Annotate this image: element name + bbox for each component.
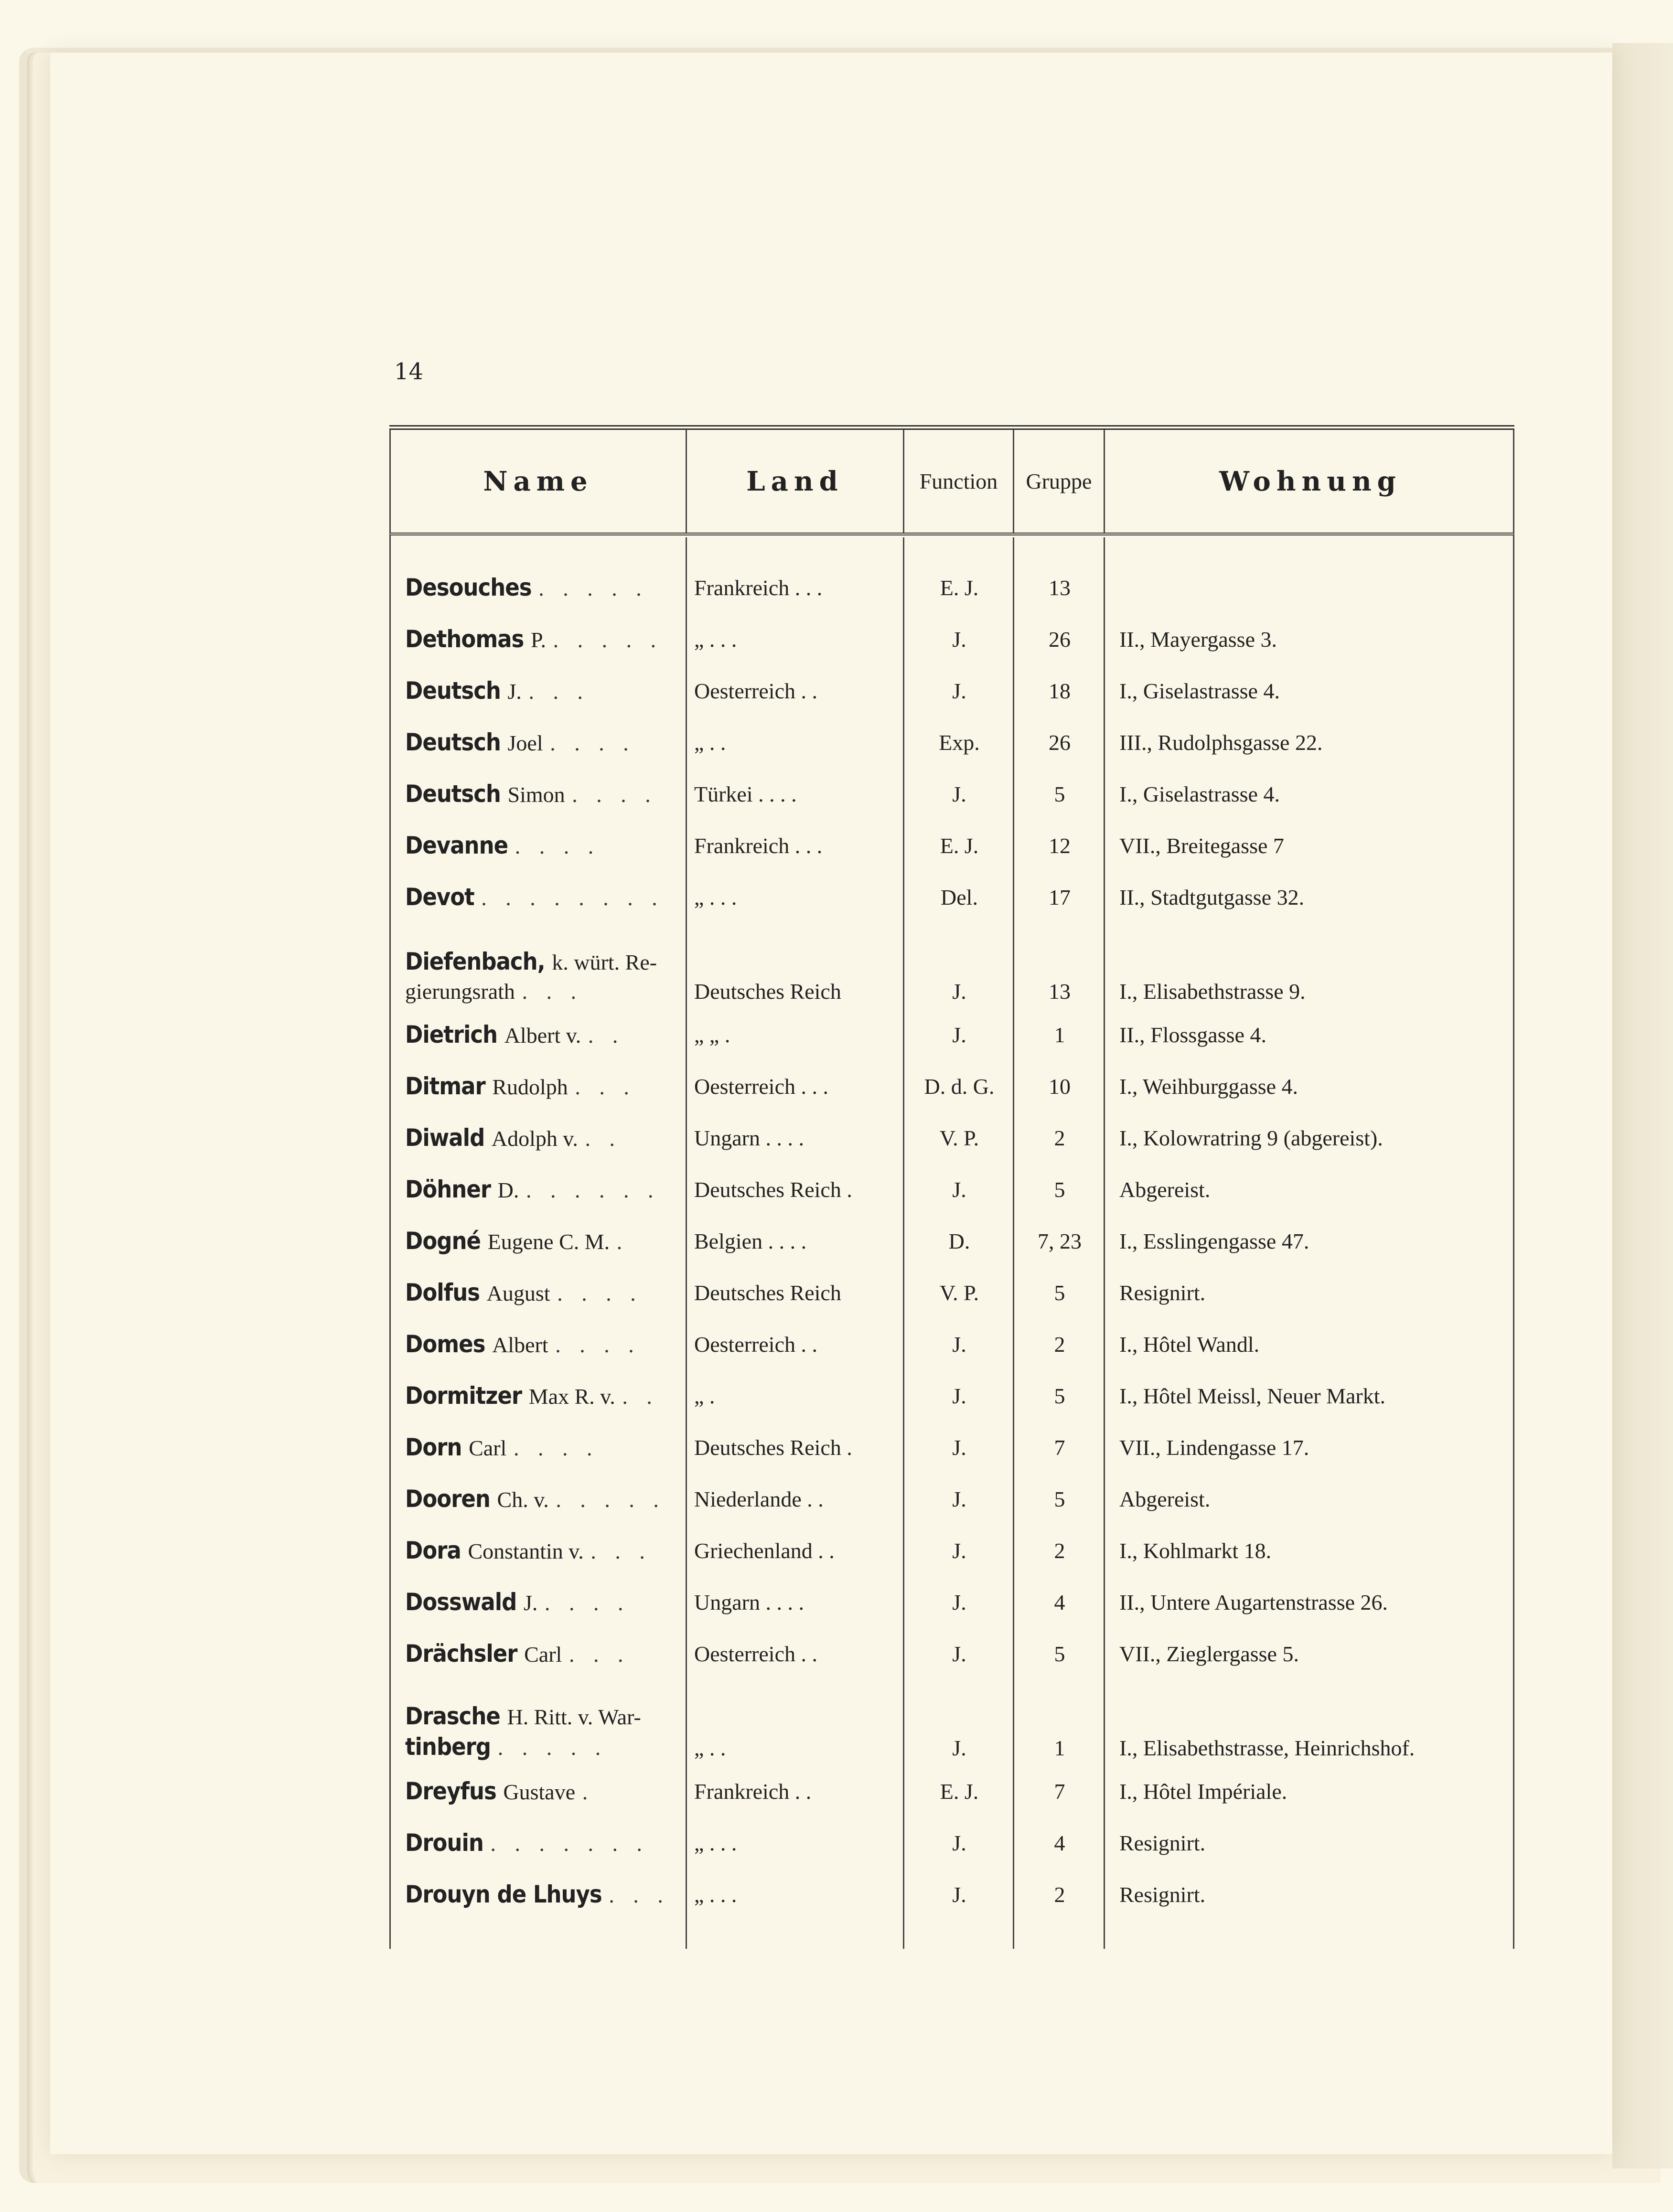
- wohnung-cell: Abgereist.: [1119, 1486, 1211, 1511]
- wohnung-cell: Abgereist.: [1119, 1177, 1211, 1202]
- function-cell: D.: [948, 1229, 970, 1253]
- table-row: [391, 1525, 1513, 1576]
- gruppe-cell: 2: [1054, 1882, 1065, 1907]
- leader-dots: . . .: [575, 1075, 636, 1099]
- table-row: [391, 1370, 1513, 1421]
- gruppe-cell: 5: [1054, 1280, 1065, 1305]
- surname: Döhner: [405, 1175, 491, 1203]
- name-cell: [391, 677, 687, 705]
- land-cell: Oesterreich . .: [694, 1641, 817, 1666]
- header-wohnung: Wohnung: [1219, 465, 1402, 497]
- wohnung-cell: Resignirt.: [1119, 1280, 1206, 1305]
- name-cell: [391, 1175, 687, 1203]
- wohnung-cell: VII., Breitegasse 7: [1119, 833, 1284, 858]
- name-cell: [391, 574, 687, 601]
- gruppe-cell: 7: [1054, 1779, 1065, 1804]
- gruppe-cell: 5: [1054, 781, 1065, 806]
- given-name: Rudolph: [492, 1075, 568, 1099]
- function-cell: J.: [952, 627, 966, 652]
- function-cell: J.: [952, 1177, 966, 1202]
- wohnung-cell: I., Weihburggasse 4.: [1119, 1074, 1298, 1099]
- leader-dots: . . .: [590, 1539, 652, 1563]
- function-cell: J.: [952, 1486, 966, 1511]
- land-cell: Deutsches Reich .: [694, 1177, 852, 1202]
- name-cell: [391, 1072, 687, 1100]
- gruppe-cell: 7: [1054, 1435, 1065, 1460]
- surname: Dethomas: [405, 625, 524, 653]
- function-cell: J.: [952, 678, 966, 703]
- gruppe-cell: 5: [1054, 1177, 1065, 1202]
- name-cell: [391, 1777, 687, 1805]
- wohnung-cell: VII., Zieglergasse 5.: [1119, 1641, 1299, 1666]
- surname: Dooren: [405, 1485, 490, 1513]
- surname: Devot: [405, 883, 474, 911]
- header-land: Land: [687, 430, 904, 533]
- name-cell: [391, 883, 687, 911]
- surname: Ditmar: [405, 1072, 485, 1100]
- name-cell: [391, 1588, 687, 1616]
- surname: Dora: [405, 1537, 461, 1564]
- name-cell: [391, 780, 687, 808]
- gruppe-cell: 1: [1054, 1736, 1065, 1760]
- leader-dots: . . . . . .: [526, 1178, 660, 1202]
- land-cell: „ . . .: [694, 1882, 737, 1907]
- table-row: [391, 871, 1513, 923]
- function-cell: Del.: [941, 885, 978, 909]
- leader-dots: . . . . .: [553, 628, 663, 652]
- gruppe-cell: 1: [1054, 1022, 1065, 1047]
- wohnung-cell: I., Elisabethstrasse, Heinrichshof.: [1119, 1736, 1415, 1760]
- member-table: [389, 425, 1514, 1949]
- given-name: P.: [530, 628, 546, 652]
- leader-dots: . . . . .: [556, 1487, 665, 1512]
- table-row: [391, 820, 1513, 871]
- function-cell: E. J.: [940, 575, 979, 600]
- column-divider: [686, 537, 687, 1949]
- gruppe-cell: 13: [1049, 575, 1071, 600]
- land-cell: Oesterreich . .: [694, 1332, 817, 1357]
- land-cell: Ungarn . . . .: [694, 1590, 804, 1614]
- land-cell: Türkei . . . .: [694, 781, 797, 806]
- land-cell: Frankreich . . .: [694, 575, 823, 600]
- given-name: Constantin v.: [468, 1539, 584, 1563]
- table-row: [391, 1060, 1513, 1112]
- gruppe-cell: 2: [1054, 1332, 1065, 1357]
- gruppe-cell: 7, 23: [1038, 1229, 1082, 1253]
- surname: Devanne: [405, 832, 508, 859]
- given-name: Albert: [492, 1333, 548, 1357]
- function-cell: V. P.: [939, 1280, 979, 1305]
- function-cell: J.: [952, 1590, 966, 1614]
- wohnung-cell: I., Hôtel Meissl, Neuer Markt.: [1119, 1383, 1385, 1408]
- land-cell: Deutsches Reich .: [694, 1435, 852, 1460]
- leader-dots: .: [582, 1780, 595, 1804]
- function-cell: J.: [952, 1538, 966, 1563]
- function-cell: J.: [952, 1383, 966, 1408]
- land-cell: „ .: [694, 1383, 715, 1408]
- header-function: Function: [904, 430, 1014, 533]
- name-cell: [391, 1433, 687, 1461]
- table-body: [389, 535, 1514, 1949]
- surname: Deutsch: [405, 677, 501, 705]
- column-divider: [1104, 537, 1105, 1949]
- land-cell: „ . .: [694, 1736, 726, 1760]
- leader-dots: . . . . . . . .: [481, 886, 664, 910]
- leader-dots: . . . . .: [538, 576, 648, 600]
- surname: Deutsch: [405, 780, 501, 808]
- table-row: [391, 665, 1513, 716]
- function-cell: J.: [952, 1332, 966, 1357]
- page-number: 14: [394, 358, 424, 385]
- function-cell: V. P.: [939, 1125, 979, 1150]
- gruppe-cell: 5: [1054, 1383, 1065, 1408]
- surname: Dosswald: [405, 1588, 517, 1616]
- table-header: [389, 430, 1514, 535]
- function-cell: J.: [952, 781, 966, 806]
- leader-dots: . . . .: [515, 834, 601, 858]
- land-cell: Niederlande . .: [694, 1486, 824, 1511]
- wohnung-cell: I., Hôtel Impériale.: [1119, 1779, 1287, 1804]
- given-name: Gustave: [503, 1780, 576, 1804]
- gruppe-cell: 5: [1054, 1641, 1065, 1666]
- name-cell: [391, 1330, 687, 1358]
- table-row: [391, 1112, 1513, 1164]
- column-divider: [903, 537, 904, 1949]
- function-cell: E. J.: [940, 1779, 979, 1804]
- table-row: [391, 1164, 1513, 1215]
- header-name: Name: [391, 430, 687, 533]
- function-cell: J.: [952, 1022, 966, 1047]
- name-line-2: [405, 978, 687, 1004]
- leader-dots: . . . . .: [497, 1735, 608, 1760]
- table-row: [391, 1267, 1513, 1318]
- name-cell: [391, 1537, 687, 1564]
- gruppe-cell: 5: [1054, 1486, 1065, 1511]
- given-name: J.: [523, 1591, 538, 1615]
- leader-dots: . . .: [568, 1642, 630, 1667]
- surname: Dietrich: [405, 1021, 498, 1048]
- wohnung-cell: I., Elisabethstrasse 9.: [1119, 979, 1306, 1004]
- surname: Dorn: [405, 1433, 462, 1461]
- name-line-1: [405, 948, 687, 975]
- surname: Desouches: [405, 574, 532, 601]
- given-name: Albert v.: [504, 1023, 581, 1047]
- gruppe-cell: 10: [1049, 1074, 1071, 1099]
- gruppe-cell: 13: [1049, 979, 1071, 1004]
- land-cell: „ . . .: [694, 885, 737, 909]
- given-name: Carl: [524, 1642, 562, 1667]
- given-name: H. Ritt. v. War-: [507, 1705, 641, 1729]
- gruppe-cell: 26: [1049, 730, 1071, 755]
- surname: Drasche: [405, 1702, 500, 1730]
- wohnung-cell: II., Flossgasse 4.: [1119, 1022, 1266, 1047]
- function-cell: E. J.: [940, 833, 979, 858]
- given-name: D.: [497, 1178, 519, 1202]
- name-line-1: [405, 1702, 687, 1730]
- wohnung-cell: Resignirt.: [1119, 1830, 1206, 1855]
- land-cell: Frankreich . . .: [694, 833, 823, 858]
- function-cell: J.: [952, 1736, 966, 1760]
- leader-dots: . .: [588, 1023, 625, 1047]
- leader-dots: .: [616, 1229, 629, 1254]
- leader-dots: . . . .: [572, 782, 657, 807]
- leader-dots: . .: [585, 1126, 622, 1151]
- wohnung-cell: I., Giselastrasse 4.: [1119, 781, 1280, 806]
- name-cell: [391, 948, 687, 1004]
- function-cell: Exp.: [939, 730, 980, 755]
- surname: Drouyn de Lhuys: [405, 1881, 602, 1908]
- name-cell: [391, 1279, 687, 1306]
- land-cell: Deutsches Reich: [694, 1280, 841, 1305]
- land-cell: Ungarn . . . .: [694, 1125, 804, 1150]
- land-cell: „ . . .: [694, 627, 737, 652]
- table-row: [391, 1318, 1513, 1370]
- land-cell: Oesterreich . .: [694, 678, 817, 703]
- surname: Dolfus: [405, 1279, 480, 1306]
- wohnung-cell: II., Untere Augartenstrasse 26.: [1119, 1590, 1388, 1614]
- leader-dots: . . .: [609, 1883, 670, 1907]
- name-cell: [391, 728, 687, 756]
- given-name: Carl: [469, 1436, 507, 1460]
- given-name: Adolph v.: [491, 1126, 578, 1151]
- given-name: Joel: [507, 731, 543, 755]
- name-cell: [391, 1382, 687, 1410]
- land-cell: „ . .: [694, 730, 726, 755]
- function-cell: J.: [952, 1435, 966, 1460]
- function-cell: J.: [952, 1641, 966, 1666]
- gruppe-cell: 2: [1054, 1538, 1065, 1563]
- leader-dots: . . .: [528, 679, 590, 704]
- wohnung-cell: II., Stadtgutgasse 32.: [1119, 885, 1305, 909]
- table-row: [391, 1628, 1513, 1679]
- name-cell: [391, 1124, 687, 1152]
- table-row: [391, 1009, 1513, 1060]
- land-cell: Belgien . . . .: [694, 1229, 807, 1253]
- table-row: [391, 1869, 1513, 1920]
- table-row: [391, 562, 1513, 613]
- table-row: [391, 923, 1513, 1009]
- wohnung-cell: I., Esslingengasse 47.: [1119, 1229, 1309, 1253]
- table-row: [391, 1473, 1513, 1525]
- facing-page-edge: [1612, 43, 1673, 2169]
- name-cell: [391, 1227, 687, 1255]
- surname: Dormitzer: [405, 1382, 522, 1410]
- given-name: k. würt. Re-: [552, 950, 657, 974]
- table-row: [391, 1679, 1513, 1765]
- table-row: [391, 1421, 1513, 1473]
- land-cell: Frankreich . .: [694, 1779, 812, 1804]
- header-gruppe: Gruppe: [1014, 430, 1105, 533]
- land-cell: Griechenland . .: [694, 1538, 835, 1563]
- leader-dots: . . .: [522, 979, 583, 1004]
- table-row: [391, 1576, 1513, 1628]
- gruppe-cell: 26: [1049, 627, 1071, 652]
- name-cell: [391, 1640, 687, 1667]
- given-name: J.: [507, 679, 522, 704]
- name-cell: [391, 1021, 687, 1048]
- wohnung-cell: II., Mayergasse 3.: [1119, 627, 1277, 652]
- column-divider: [1013, 537, 1014, 1949]
- given-name: August: [486, 1281, 550, 1305]
- name-cell: [391, 1485, 687, 1513]
- name-cell: [391, 832, 687, 859]
- table-row: [391, 1215, 1513, 1267]
- leader-dots: . . . .: [513, 1436, 599, 1460]
- land-cell: Deutsches Reich: [694, 979, 841, 1004]
- table-row: [391, 716, 1513, 768]
- wohnung-cell: Resignirt.: [1119, 1882, 1206, 1907]
- land-cell: „ . . .: [694, 1830, 737, 1855]
- surname: Diwald: [405, 1124, 485, 1152]
- leader-dots: . . . .: [545, 1591, 630, 1615]
- given-name: Eugene C. M.: [487, 1229, 610, 1254]
- leader-dots: . . . .: [557, 1281, 643, 1305]
- name-continuation: tinberg: [405, 1733, 491, 1761]
- surname: Domes: [405, 1330, 485, 1358]
- land-cell: „ „ .: [694, 1022, 730, 1047]
- gruppe-cell: 4: [1054, 1590, 1065, 1614]
- surname: Dreyfus: [405, 1777, 496, 1805]
- name-cell: [391, 625, 687, 653]
- name-cell: [391, 1829, 687, 1857]
- wohnung-cell: I., Giselastrasse 4.: [1119, 678, 1280, 703]
- wohnung-cell: VII., Lindengasse 17.: [1119, 1435, 1309, 1460]
- function-cell: J.: [952, 1830, 966, 1855]
- wohnung-cell: III., Rudolphsgasse 22.: [1119, 730, 1323, 755]
- gruppe-cell: 17: [1049, 885, 1071, 909]
- name-cell: [391, 1702, 687, 1761]
- given-name: Max R. v.: [528, 1384, 615, 1409]
- gruppe-cell: 4: [1054, 1830, 1065, 1855]
- name-line-2: [405, 1733, 687, 1761]
- table-row: [391, 1765, 1513, 1817]
- leader-dots: . . . . . . .: [490, 1831, 649, 1856]
- wohnung-cell: I., Kolowratring 9 (abgereist).: [1119, 1125, 1383, 1150]
- gruppe-cell: 12: [1049, 833, 1071, 858]
- function-cell: J.: [952, 1882, 966, 1907]
- surname: Dogné: [405, 1227, 481, 1255]
- given-name: Simon: [507, 782, 565, 807]
- function-cell: D. d. G.: [924, 1074, 995, 1099]
- leader-dots: . .: [622, 1384, 659, 1409]
- table-row: [391, 613, 1513, 665]
- table-row: [391, 768, 1513, 820]
- given-name: Ch. v.: [497, 1487, 549, 1512]
- leader-dots: . . . .: [550, 731, 635, 755]
- surname: Diefenbach,: [405, 948, 545, 975]
- wohnung-cell: I., Hôtel Wandl.: [1119, 1332, 1260, 1357]
- wohnung-cell: I., Kohlmarkt 18.: [1119, 1538, 1272, 1563]
- table-row: [391, 1817, 1513, 1869]
- function-cell: J.: [952, 979, 966, 1004]
- surname: Drouin: [405, 1829, 483, 1857]
- leader-dots: . . . .: [555, 1333, 641, 1357]
- name-continuation: gierungsrath: [405, 979, 515, 1004]
- gruppe-cell: 18: [1049, 678, 1071, 703]
- gruppe-cell: 2: [1054, 1125, 1065, 1150]
- land-cell: Oesterreich . . .: [694, 1074, 828, 1099]
- surname: Drächsler: [405, 1640, 517, 1667]
- name-cell: [391, 1881, 687, 1908]
- surname: Deutsch: [405, 728, 501, 756]
